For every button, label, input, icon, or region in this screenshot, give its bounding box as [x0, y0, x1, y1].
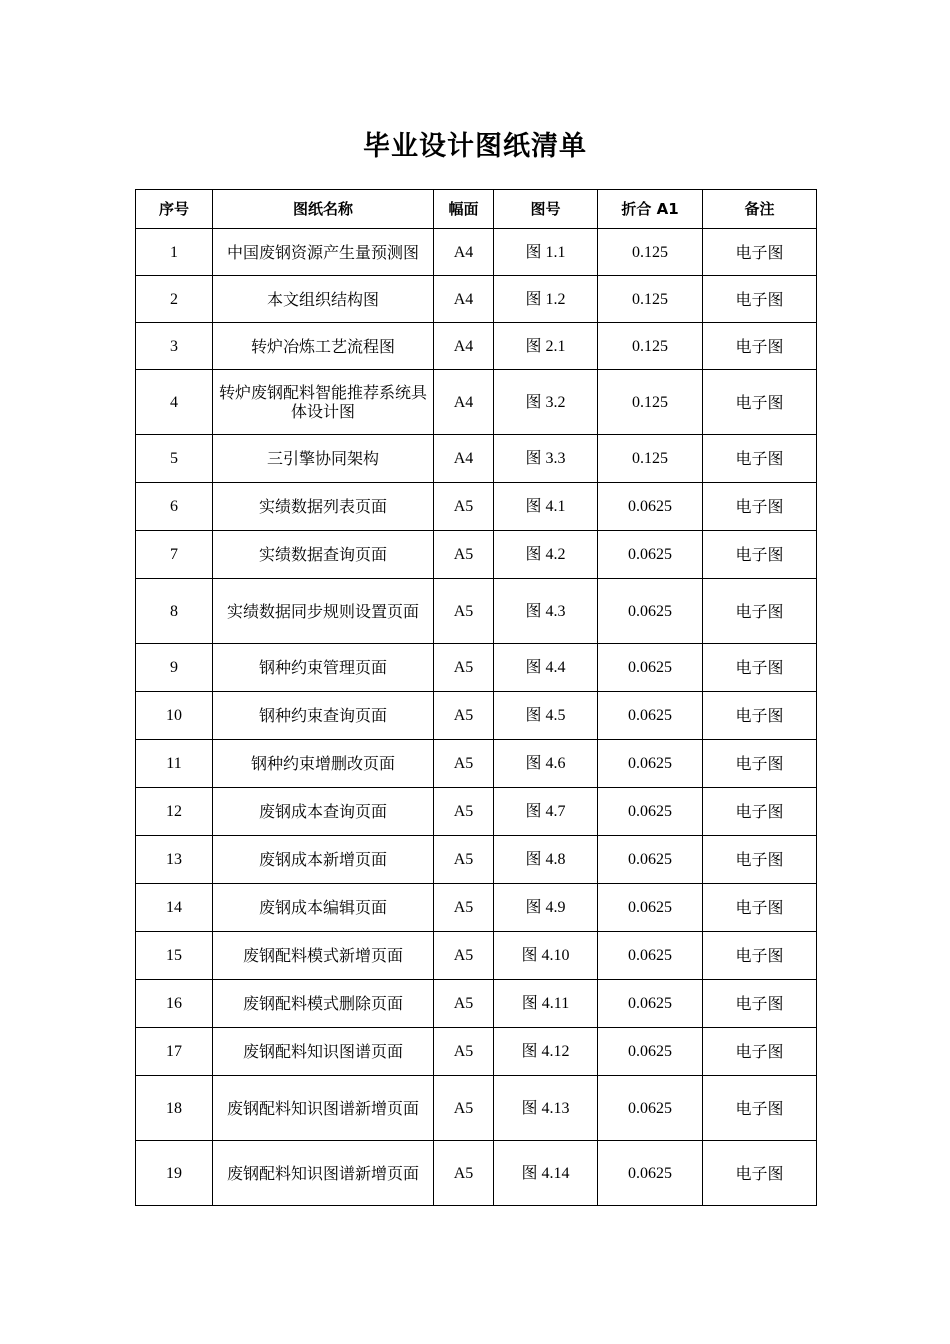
cell-figure-number: 图 4.2	[494, 531, 598, 579]
cell-note: 电子图	[703, 836, 817, 884]
cell-a1-equivalent: 0.0625	[598, 644, 703, 692]
cell-figure-number: 图 4.7	[494, 788, 598, 836]
cell-note: 电子图	[703, 788, 817, 836]
cell-a1-equivalent: 0.125	[598, 276, 703, 323]
cell-a1-equivalent: 0.0625	[598, 1076, 703, 1141]
cell-a1-equivalent: 0.0625	[598, 980, 703, 1028]
table-row	[136, 531, 817, 579]
cell-note: 电子图	[703, 531, 817, 579]
cell-no: 10	[136, 692, 213, 740]
cell-a1-equivalent: 0.125	[598, 370, 703, 435]
cell-drawing-name: 废钢成本查询页面	[213, 788, 434, 836]
cell-no: 3	[136, 323, 213, 370]
header-fig: 图号	[494, 190, 598, 229]
cell-no: 9	[136, 644, 213, 692]
cell-size: A5	[434, 740, 494, 788]
cell-size: A5	[434, 1141, 494, 1206]
table-row	[136, 692, 817, 740]
cell-note: 电子图	[703, 370, 817, 435]
cell-size: A5	[434, 1028, 494, 1076]
cell-figure-number: 图 4.8	[494, 836, 598, 884]
cell-figure-number: 图 4.9	[494, 884, 598, 932]
cell-drawing-name: 废钢成本编辑页面	[213, 884, 434, 932]
cell-no: 14	[136, 884, 213, 932]
cell-note: 电子图	[703, 692, 817, 740]
cell-note: 电子图	[703, 932, 817, 980]
cell-figure-number: 图 4.12	[494, 1028, 598, 1076]
cell-a1-equivalent: 0.0625	[598, 483, 703, 531]
table-header-row	[136, 190, 817, 229]
cell-no: 1	[136, 229, 213, 276]
drawing-list-table	[135, 189, 817, 1206]
cell-drawing-name: 钢种约束增删改页面	[213, 740, 434, 788]
cell-note: 电子图	[703, 579, 817, 644]
table-row	[136, 788, 817, 836]
cell-a1-equivalent: 0.125	[598, 323, 703, 370]
cell-a1-equivalent: 0.0625	[598, 1028, 703, 1076]
cell-size: A5	[434, 1076, 494, 1141]
table-row	[136, 932, 817, 980]
table-row	[136, 579, 817, 644]
header-size: 幅面	[434, 190, 494, 229]
cell-no: 13	[136, 836, 213, 884]
cell-no: 5	[136, 435, 213, 483]
cell-note: 电子图	[703, 1076, 817, 1141]
cell-a1-equivalent: 0.0625	[598, 740, 703, 788]
header-name: 图纸名称	[213, 190, 434, 229]
cell-no: 7	[136, 531, 213, 579]
cell-a1-equivalent: 0.0625	[598, 932, 703, 980]
cell-drawing-name: 转炉冶炼工艺流程图	[213, 323, 434, 370]
cell-a1-equivalent: 0.0625	[598, 1141, 703, 1206]
cell-size: A4	[434, 276, 494, 323]
table-row	[136, 370, 817, 435]
cell-figure-number: 图 4.10	[494, 932, 598, 980]
cell-note: 电子图	[703, 884, 817, 932]
cell-drawing-name: 钢种约束查询页面	[213, 692, 434, 740]
page-title: 毕业设计图纸清单	[363, 131, 587, 162]
table-row	[136, 483, 817, 531]
cell-drawing-name: 实绩数据查询页面	[213, 531, 434, 579]
cell-no: 15	[136, 932, 213, 980]
cell-a1-equivalent: 0.125	[598, 229, 703, 276]
cell-drawing-name: 废钢成本新增页面	[213, 836, 434, 884]
cell-size: A5	[434, 579, 494, 644]
table-row	[136, 229, 817, 276]
header-note: 备注	[703, 190, 817, 229]
cell-no: 18	[136, 1076, 213, 1141]
table-body	[136, 229, 817, 1206]
cell-size: A5	[434, 836, 494, 884]
cell-size: A4	[434, 229, 494, 276]
header-no: 序号	[136, 190, 213, 229]
cell-note: 电子图	[703, 1028, 817, 1076]
table-row	[136, 435, 817, 483]
cell-drawing-name: 实绩数据同步规则设置页面	[213, 579, 434, 644]
table-row	[136, 740, 817, 788]
cell-size: A5	[434, 980, 494, 1028]
cell-figure-number: 图 1.1	[494, 229, 598, 276]
table-row	[136, 323, 817, 370]
cell-drawing-name: 废钢配料知识图谱新增页面	[213, 1076, 434, 1141]
table-row	[136, 276, 817, 323]
cell-a1-equivalent: 0.0625	[598, 884, 703, 932]
table-row	[136, 836, 817, 884]
table-row	[136, 884, 817, 932]
cell-no: 2	[136, 276, 213, 323]
cell-size: A5	[434, 644, 494, 692]
cell-a1-equivalent: 0.125	[598, 435, 703, 483]
cell-figure-number: 图 4.13	[494, 1076, 598, 1141]
cell-size: A4	[434, 370, 494, 435]
cell-size: A5	[434, 531, 494, 579]
cell-figure-number: 图 3.3	[494, 435, 598, 483]
cell-drawing-name: 废钢配料模式新增页面	[213, 932, 434, 980]
cell-size: A4	[434, 323, 494, 370]
cell-drawing-name: 中国废钢资源产生量预测图	[213, 229, 434, 276]
cell-size: A5	[434, 692, 494, 740]
cell-size: A5	[434, 932, 494, 980]
cell-figure-number: 图 4.6	[494, 740, 598, 788]
cell-figure-number: 图 4.3	[494, 579, 598, 644]
cell-size: A5	[434, 788, 494, 836]
cell-no: 8	[136, 579, 213, 644]
cell-note: 电子图	[703, 1141, 817, 1206]
cell-size: A4	[434, 435, 494, 483]
cell-note: 电子图	[703, 740, 817, 788]
cell-drawing-name: 实绩数据列表页面	[213, 483, 434, 531]
table-row	[136, 644, 817, 692]
cell-drawing-name: 本文组织结构图	[213, 276, 434, 323]
cell-figure-number: 图 3.2	[494, 370, 598, 435]
cell-size: A5	[434, 884, 494, 932]
cell-drawing-name: 转炉废钢配料智能推荐系统具体设计图	[213, 370, 434, 435]
cell-note: 电子图	[703, 483, 817, 531]
table-row	[136, 980, 817, 1028]
cell-note: 电子图	[703, 435, 817, 483]
cell-a1-equivalent: 0.0625	[598, 788, 703, 836]
table-row	[136, 1028, 817, 1076]
cell-drawing-name: 废钢配料模式删除页面	[213, 980, 434, 1028]
cell-no: 12	[136, 788, 213, 836]
cell-no: 17	[136, 1028, 213, 1076]
cell-figure-number: 图 4.11	[494, 980, 598, 1028]
cell-a1-equivalent: 0.0625	[598, 531, 703, 579]
cell-figure-number: 图 4.1	[494, 483, 598, 531]
cell-a1-equivalent: 0.0625	[598, 579, 703, 644]
cell-drawing-name: 钢种约束管理页面	[213, 644, 434, 692]
cell-figure-number: 图 2.1	[494, 323, 598, 370]
cell-no: 4	[136, 370, 213, 435]
cell-figure-number: 图 4.5	[494, 692, 598, 740]
table-row	[136, 1076, 817, 1141]
cell-no: 6	[136, 483, 213, 531]
cell-drawing-name: 废钢配料知识图谱新增页面	[213, 1141, 434, 1206]
cell-note: 电子图	[703, 276, 817, 323]
cell-note: 电子图	[703, 644, 817, 692]
cell-figure-number: 图 4.14	[494, 1141, 598, 1206]
header-a1: 折合 A1	[598, 190, 703, 229]
cell-no: 16	[136, 980, 213, 1028]
cell-drawing-name: 三引擎协同架构	[213, 435, 434, 483]
table-row	[136, 1141, 817, 1206]
cell-no: 19	[136, 1141, 213, 1206]
cell-drawing-name: 废钢配料知识图谱页面	[213, 1028, 434, 1076]
cell-figure-number: 图 4.4	[494, 644, 598, 692]
cell-no: 11	[136, 740, 213, 788]
cell-note: 电子图	[703, 229, 817, 276]
cell-a1-equivalent: 0.0625	[598, 836, 703, 884]
cell-note: 电子图	[703, 980, 817, 1028]
cell-size: A5	[434, 483, 494, 531]
cell-figure-number: 图 1.2	[494, 276, 598, 323]
cell-a1-equivalent: 0.0625	[598, 692, 703, 740]
cell-note: 电子图	[703, 323, 817, 370]
